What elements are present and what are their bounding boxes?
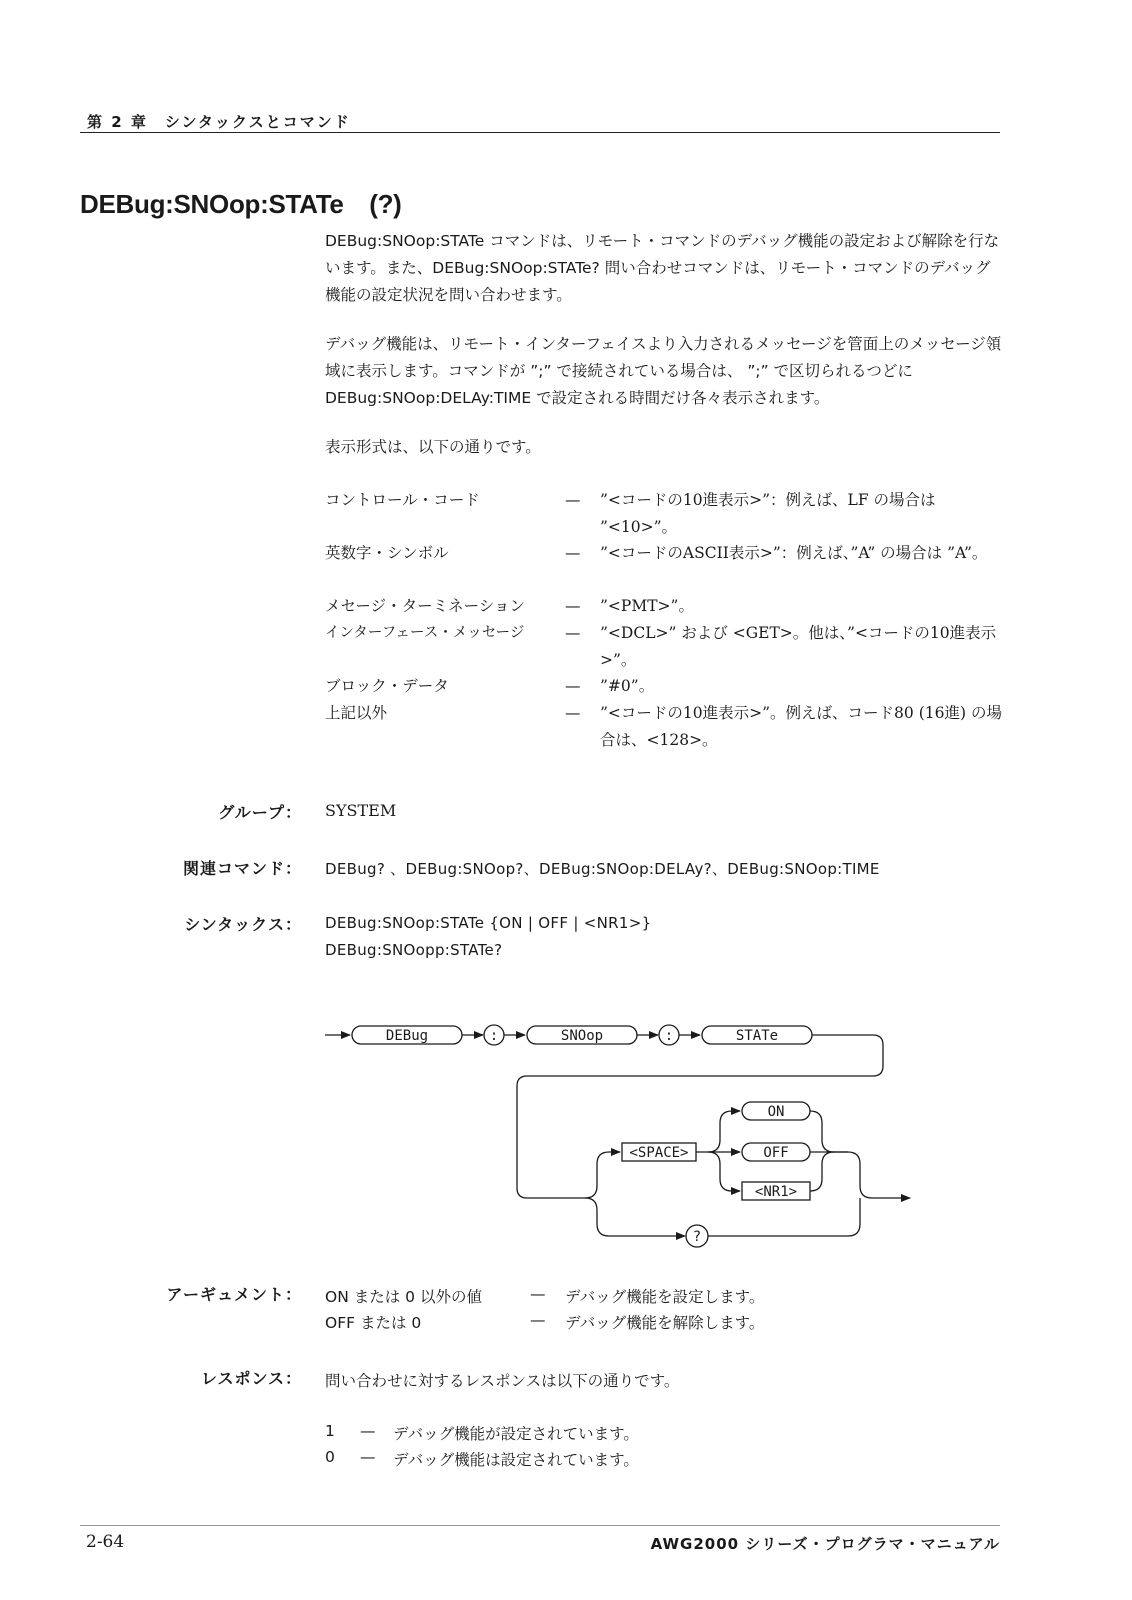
- related-commands-value: DEBug? 、DEBug:SNOop?、DEBug:SNOop:DELAy?、DEBug:SNOop:TIME: [325, 860, 880, 878]
- page-number: 2-64: [86, 1532, 125, 1552]
- node-snoop-label: SNOop: [560, 1028, 604, 1044]
- node-colon-label: :: [664, 1028, 674, 1044]
- format-dash: —: [565, 677, 581, 695]
- node-nr1-label: <NR1>: [754, 1184, 798, 1200]
- node-on-label: ON: [767, 1104, 785, 1120]
- footer-rule: [80, 1525, 1000, 1526]
- response-intro: 問い合わせに対するレスポンスは以下の通りです。: [325, 1372, 680, 1390]
- manual-title: AWG2000 シリーズ・プログラマ・マニュアル: [650, 1535, 1000, 1553]
- node-off-label: OFF: [763, 1145, 789, 1161]
- format-desc: ”<コードの10進表示>”：例えば、LF の場合は ”<10>”。: [600, 491, 936, 536]
- response-desc: デバッグ機能は設定されています。: [393, 1451, 639, 1469]
- related-commands-label: 関連コマンド：: [182, 859, 302, 878]
- syntax-line-1: DEBug:SNOop:STATe {ON | OFF | <NR1>}: [325, 914, 652, 932]
- format-dash: —: [565, 544, 581, 562]
- format-desc: ”<DCL>” および <GET>。他は、”<コードの10進表示>”。: [600, 624, 997, 669]
- response-dash: —: [360, 1448, 376, 1466]
- format-dash: —: [565, 491, 581, 509]
- node-debug-label: DEBug: [385, 1028, 429, 1044]
- syntax-label: シンタックス：: [184, 915, 302, 934]
- format-intro: 表示形式は、以下の通りです。: [325, 438, 541, 456]
- chapter-header: 第 2 章 シンタックスとコマンド: [87, 113, 351, 131]
- format-dash: —: [565, 704, 581, 722]
- format-desc: ”<コードのASCII表示>”：例えば、”A” の場合は ”A”。: [600, 544, 988, 562]
- format-label: 英数字・シンボル: [325, 544, 449, 562]
- argument-value: OFF または 0: [325, 1314, 422, 1332]
- response-code: 1: [325, 1422, 335, 1440]
- argument-desc: デバッグ機能を解除します。: [565, 1314, 765, 1332]
- response-code: 0: [325, 1448, 335, 1466]
- format-label: 上記以外: [325, 704, 388, 722]
- format-dash: —: [565, 624, 581, 642]
- group-value: SYSTEM: [325, 801, 397, 820]
- format-label: コントロール・コード: [325, 491, 480, 509]
- description-paragraph-1: DEBug:SNOop:STATe コマンドは、リモート・コマンドのデバッグ機能の設定および解除を行ないます。また、DEBug:SNOop:STATe? 問い合わせコマンドは、リモート・コマンドのデバッグ機能の設定状況を問い合わせます。: [325, 232, 1000, 304]
- format-dash: —: [565, 597, 581, 615]
- argument-dash: —: [530, 1285, 546, 1303]
- format-desc: ”#0”。: [600, 677, 655, 695]
- format-label: ブロック・データ: [325, 677, 449, 695]
- command-title: DEBug:SNOop:STATe (?): [80, 189, 402, 219]
- syntax-diagram: [300, 1005, 940, 1260]
- description-paragraph-2: デバッグ機能は、リモート・インターフェイスより入力されるメッセージを管面上のメッセージ領域に表示します。コマンドが ”;” で接続されている場合は、 ”;” で区切られるつどに DEBug:SNOop:DELAy:TIME で設定される時間だけ各々表示されます。: [325, 335, 1002, 407]
- response-label: レスポンス：: [200, 1369, 302, 1388]
- syntax-line-2: DEBug:SNOopp:STATe?: [325, 941, 503, 959]
- format-label: インターフェース・メッセージ: [325, 625, 525, 641]
- argument-dash: —: [530, 1311, 546, 1329]
- node-space-label: <SPACE>: [629, 1145, 689, 1161]
- node-state-label: STATe: [735, 1028, 779, 1044]
- response-dash: —: [360, 1422, 376, 1440]
- node-colon-label: :: [489, 1028, 499, 1044]
- node-query-label: ?: [692, 1229, 702, 1245]
- argument-value: ON または 0 以外の値: [325, 1288, 482, 1306]
- response-desc: デバッグ機能が設定されています。: [393, 1425, 639, 1443]
- format-desc: ”<コードの10進表示>”。例えば、コード80 (16進) の場合は、<128>。: [600, 704, 1002, 749]
- header-rule: [80, 132, 1000, 133]
- argument-desc: デバッグ機能を設定します。: [565, 1288, 765, 1306]
- group-label: グループ：: [218, 803, 302, 822]
- arguments-label: アーギュメント：: [166, 1285, 302, 1304]
- format-label: メセージ・ターミネーション: [325, 597, 525, 615]
- format-desc: ”<PMT>”。: [600, 597, 694, 615]
